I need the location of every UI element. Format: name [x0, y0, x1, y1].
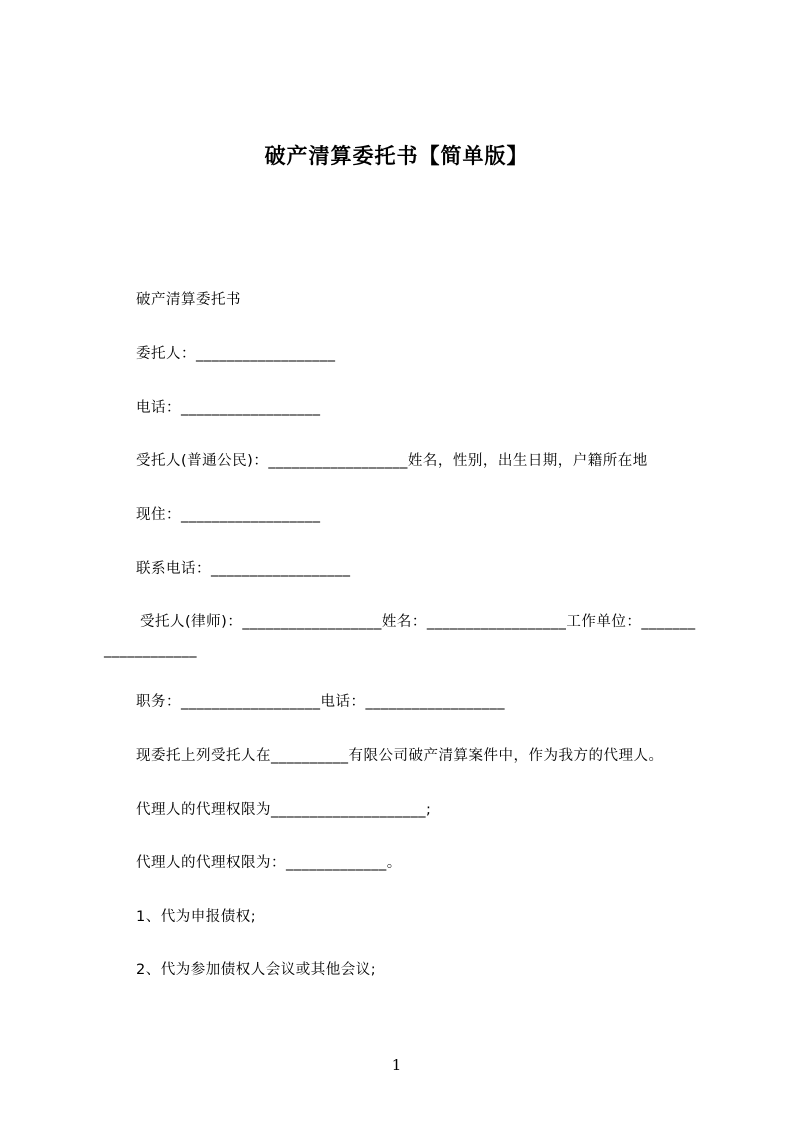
contact-phone-line: 联系电话：__________________: [136, 561, 351, 577]
phone-line: 电话：__________________: [136, 400, 321, 416]
agent-lawyer-line: 受托人(律师)：__________________姓名：__________________工作单位：_______: [140, 614, 696, 630]
agent-citizen-line: 受托人(普通公民)：__________________姓名，性别，出生日期，户籍所在地: [136, 453, 648, 469]
document-title: 破产清算委托书【简单版】: [264, 144, 529, 168]
authority-line-1: 代理人的代理权限为____________________;: [136, 802, 432, 818]
entrust-statement-line: 现委托上列受托人在__________有限公司破产清算案件中，作为我方的代理人。: [136, 748, 664, 764]
agent-lawyer-line-continued: ____________: [104, 642, 197, 658]
entrustor-line: 委托人：__________________: [136, 346, 336, 362]
position-phone-line: 职务：__________________电话：__________________: [136, 694, 505, 710]
address-line: 现住：__________________: [136, 507, 321, 523]
list-item: 2、代为参加债权人会议或其他会议;: [136, 962, 377, 978]
authority-line-2: 代理人的代理权限为：_____________。: [136, 855, 402, 871]
page-number: 1: [391, 1056, 402, 1074]
document-subtitle: 破产清算委托书: [136, 292, 241, 308]
list-item: 1、代为申报债权;: [136, 909, 257, 925]
